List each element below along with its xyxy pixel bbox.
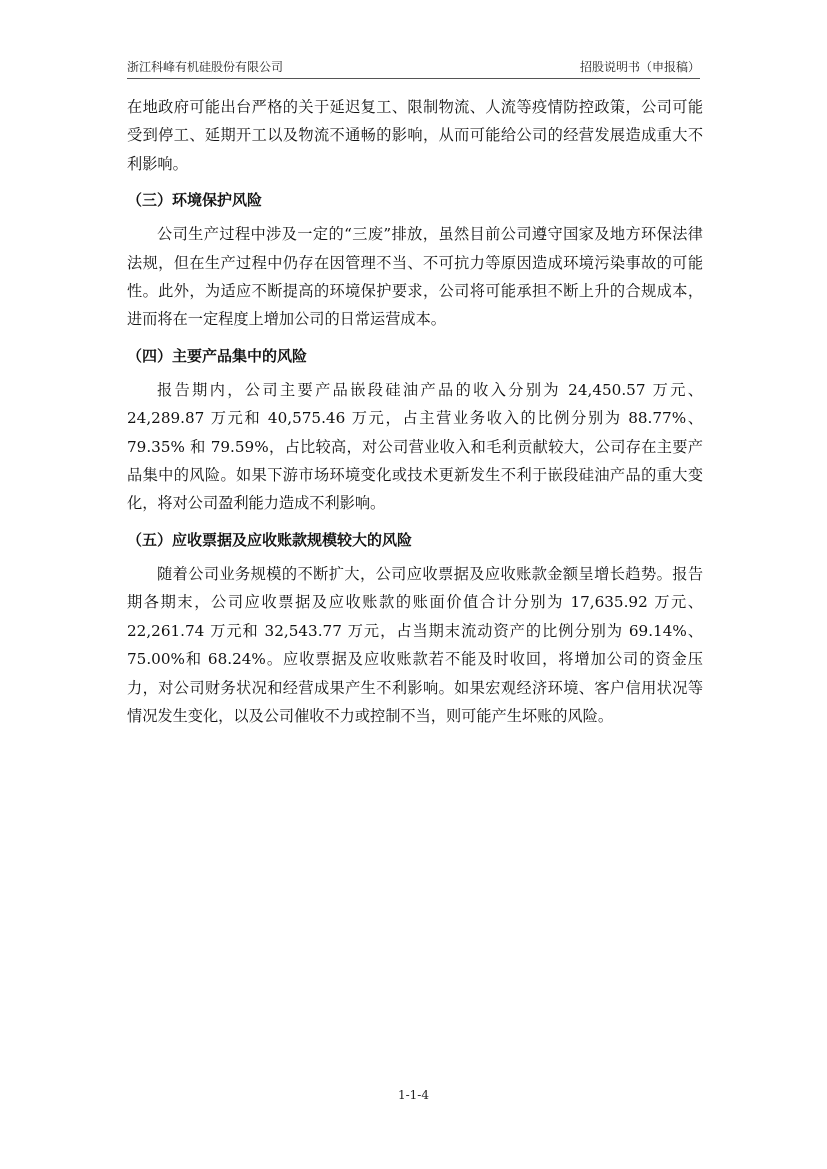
page-number: 1-1-4 (397, 1088, 429, 1102)
header-company-name: 浙江科峰有机硅股份有限公司 (127, 60, 284, 74)
section-heading-receivables-risk: （五）应收票据及应收账款规模较大的风险 (127, 530, 413, 549)
header-document-type: 招股说明书（申报稿） (579, 60, 700, 74)
document-body (127, 93, 703, 730)
paragraph-environmental-risk: 公司生产过程中涉及一定的“三废”排放，虽然目前公司遵守国家及地方环保法律法规，但在生产过程中仍存在因管理不当、不可抗力等原因造成环境污染事故的可能性。此外，为适应不断提高的环境保护要求，公司将可能承担不断上升的合规成本，进而将在一定程度上增加公司的日常运营成本。 (127, 225, 703, 329)
section-heading-environmental-risk: （三）环境保护风险 (127, 191, 263, 210)
paragraph-receivables-risk: 随着公司业务规模的不断扩大，公司应收票据及应收账款金额呈增长趋势。报告期各期末，公司应收票据及应收账款的账面价值合计分别为 17,635.92 万元、22,261.74 万元和 32,543.77 万元，占当期末流动资产的比例分别为 69.14%、75.00%和 68.24%。应收票据及应收账款若不能及时收回，将增加公司的资金压力，对公司财务状况和经营成果产生不利影响。如果宏观经济环境、客户信用状况等情况发生变化，以及公司催收不力或控制不当，则可能产生坏账的风险。 (127, 564, 703, 725)
section-heading-product-concentration-risk: （四）主要产品集中的风险 (127, 346, 308, 365)
paragraph-product-concentration-risk: 报告期内，公司主要产品嵌段硅油产品的收入分别为 24,450.57 万元、24,289.87 万元和 40,575.46 万元，占主营业务收入的比例分别为 88.77%、79.35% 和 79.59%，占比较高，对公司营业收入和毛利贡献较大，公司存在主要产品集中的风险。如果下游市场环境变化或技术更新发生不利于嵌段硅油产品的重大变化，将对公司盈利能力造成不利影响。 (127, 380, 703, 513)
paragraph-continued: 在地政府可能出台严格的关于延迟复工、限制物流、人流等疫情防控政策，公司可能受到停工、延期开工以及物流不通畅的影响，从而可能给公司的经营发展造成重大不利影响。 (127, 98, 703, 173)
page-header (127, 58, 700, 79)
